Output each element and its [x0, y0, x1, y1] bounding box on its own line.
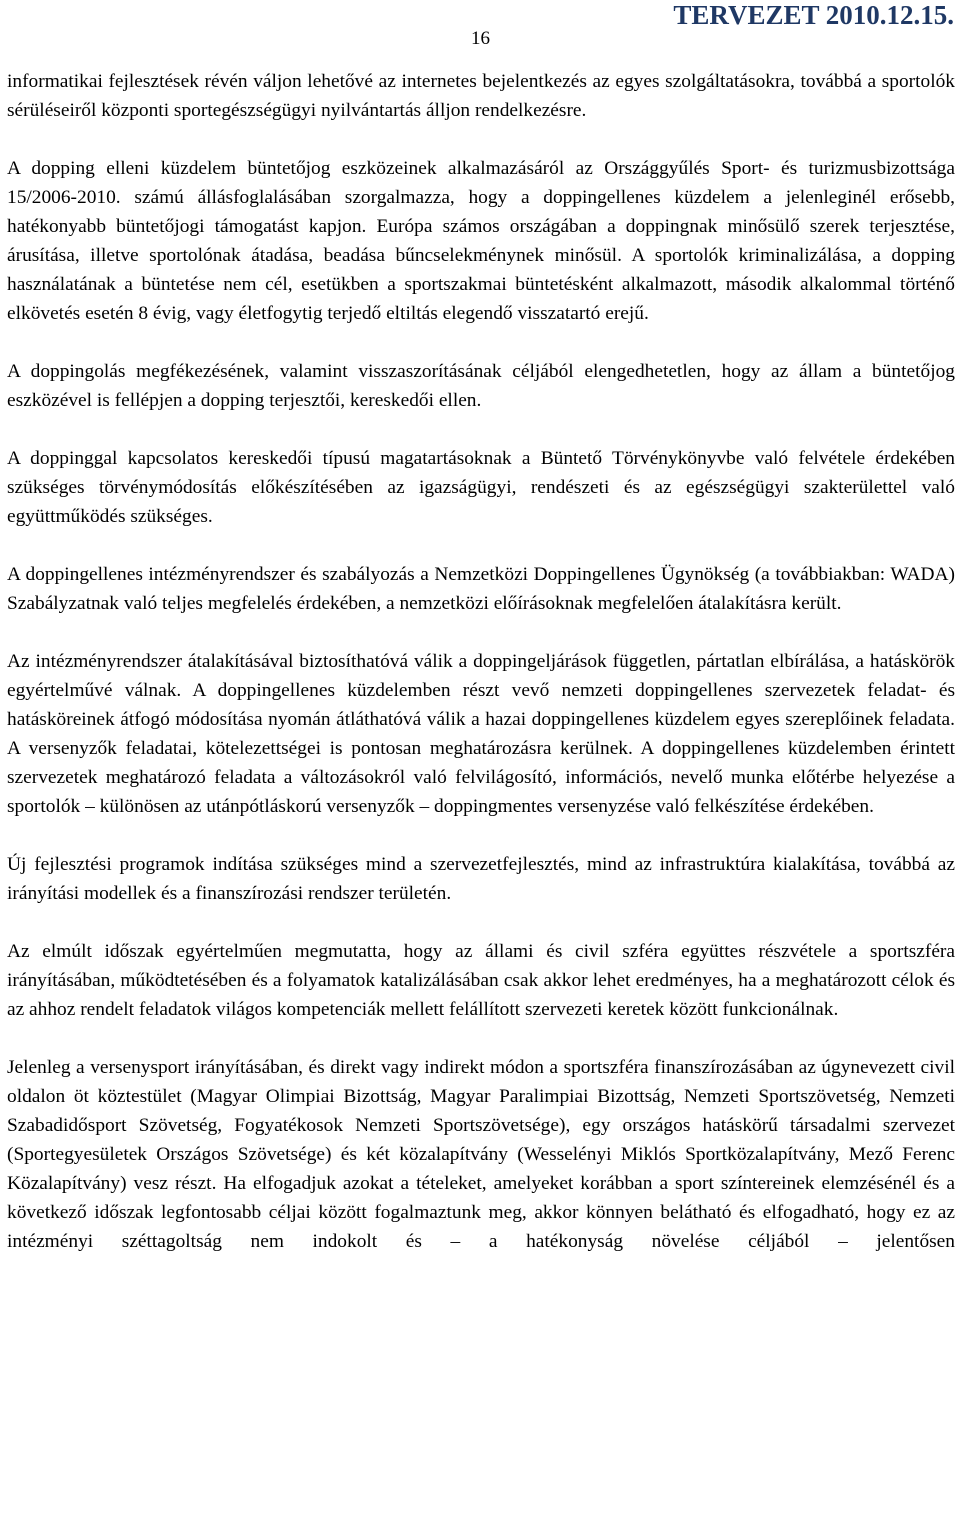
document-body: [7, 67, 955, 1256]
draft-stamp: TERVEZET 2010.12.15.: [673, 0, 954, 30]
paragraph-criminal-code: A doppinggal kapcsolatos kereskedői típusú magatartásoknak a Büntető Törvénykönyvbe való felvétele érdekében szükséges törvénymódosítás előkészítésében az igazságügyi, rendészeti és az egészségügyi szakterülettel való együttműködés szükséges.: [7, 448, 955, 527]
paragraph-development-programs: Új fejlesztési programok indítása szükséges mind a szervezetfejlesztés, mind az infrastruktúra kialakítása, továbbá az irányítási modellek és a finanszírozási rendszer területén.: [7, 854, 955, 904]
paragraph-sport-governance: Jelenleg a versenysport irányításában, és direkt vagy indirekt módon a sportszféra finanszírozásában az úgynevezett civil oldalon öt köztestület (Magyar Olimpiai Bizottság, Magyar Paralimpiai Bizottság, Nemzeti Sportszövetség, Nemzeti Szabadidősport Szövetség, Fogyatékosok Nemzeti Sportszövetsége), egy országos hatáskörű társadalmi szervezet (Sportegyesületek Országos Szövetsége) és két közalapítvány (Wesselényi Miklós Sportközalapítvány, Mező Ferenc Közalapítvány) vesz részt. Ha elfogadjuk azokat a tételeket, amelyeket korábban a sport színtereinek elemzésénél és a következő időszak legfontosabb céljai között fogalmaztunk meg, akkor könnyen belátható és elfogadható, hogy ez az intézményi széttagoltság nem indokolt és – a hatékonyság növelése céljából – jelentősen: [7, 1057, 955, 1252]
page-number: 16: [471, 28, 490, 49]
paragraph-wada-compliance: A doppingellenes intézményrendszer és szabályozás a Nemzetközi Doppingellenes Ügynökség (a továbbiakban: WADA) Szabályzatnak való teljes megfelelés érdekében, a nemzetközi előírásoknak megfelelően átalakításra került.: [7, 564, 955, 614]
paragraph-state-civil-cooperation: Az elmúlt időszak egyértelműen megmutatta, hogy az állami és civil szféra együttes részvétele a sportszféra irányításában, működtetésében és a folyamatok katalizálásában csak akkor lehet eredményes, ha a meghatározott célok és az ahhoz rendelt feladatok világos kompetenciák mellett felállított szervezeti keretek között funkcionálnak.: [7, 941, 955, 1020]
paragraph-institutional-reform: Az intézményrendszer átalakításával biztosíthatóvá válik a doppingeljárások független, pártatlan elbírálása, a hatáskörök egyértelművé válnak. A doppingellenes küzdelemben részt vevő nemzeti doppingellenes szervezetek feladat- és hatásköreinek átfogó módosítása nyomán átláthatóvá válik a hazai doppingellenes küzdelem egyes szereplőinek feladata. A versenyzők feladatai, kötelezettségei is pontosan meghatározásra kerülnek. A doppingellenes küzdelemben érintett szervezetek meghatározó feladata a változásokról való felvilágosító, információs, nevelő munka előtérbe helyezése a sportolók – különösen az utánpótláskorú versenyzők – doppingmentes versenyzése való felkészítése érdekében.: [7, 651, 955, 817]
paragraph-state-action: A doppingolás megfékezésének, valamint visszaszorításának céljából elengedhetetlen, hogy az állam a büntetőjog eszközével is fellépjen a dopping terjesztői, kereskedői ellen.: [7, 361, 955, 411]
paragraph-continued: informatikai fejlesztések révén váljon lehetővé az internetes bejelentkezés az egyes szolgáltatásokra, továbbá a sportolók sérüléseiről központi sportegészségügyi nyilvántartás álljon rendelkezésre.: [7, 71, 955, 121]
paragraph-doping-criminal-law: A dopping elleni küzdelem büntetőjog eszközeinek alkalmazásáról az Országgyűlés Sport- és turizmusbizottsága 15/2006-2010. számú állásfoglalásában szorgalmazza, hogy a doppingellenes küzdelem a jelenleginél erősebb, hatékonyabb büntetőjogi támogatást kapjon. Európa számos országában a doppingnak minősülő szerek terjesztése, árusítása, illetve sportolónak átadása, beadása bűncselekménynek minősül. A sportolók kriminalizálása, a dopping használatának a büntetése nem cél, esetükben a sportszakmai büntetésként alkalmazott, második alkalommal történő elkövetés esetén 8 évig, vagy életfogytig terjedő eltiltás elegendő visszatartó erejű.: [7, 158, 955, 324]
